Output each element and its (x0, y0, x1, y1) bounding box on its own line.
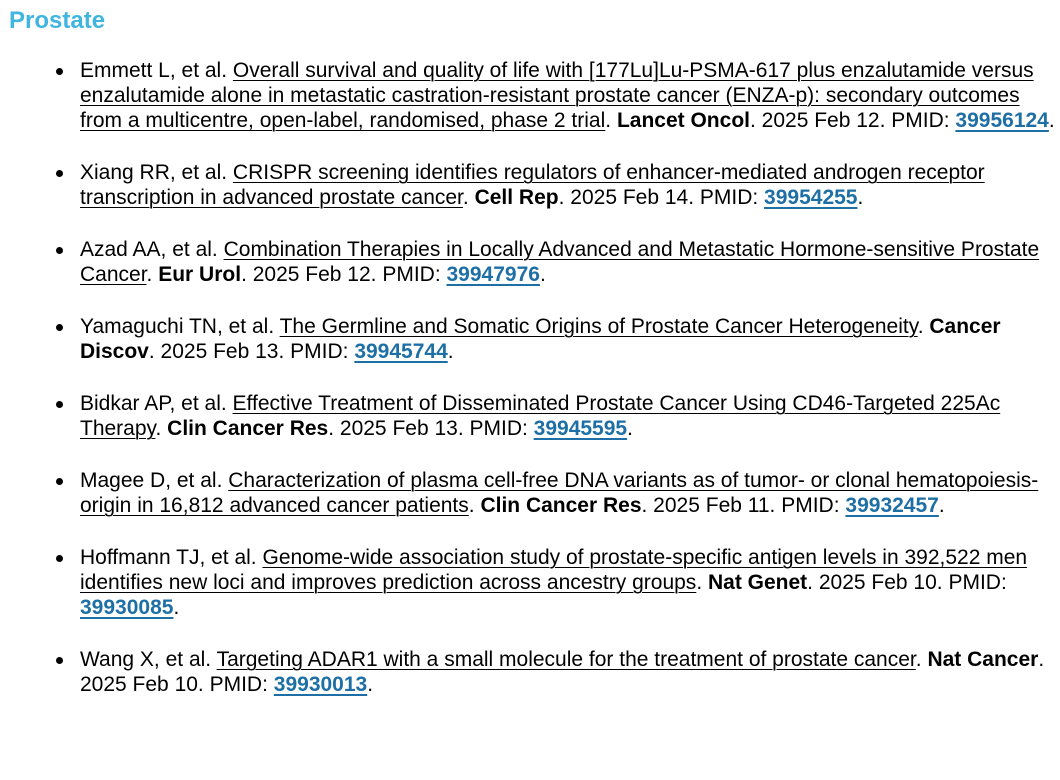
ref-authors: Xiang RR, et al. (80, 161, 233, 184)
ref-end: . (367, 673, 374, 696)
ref-end: . (447, 340, 454, 363)
pmid-link[interactable]: 39945744 (354, 340, 448, 363)
ref-date: . 2025 Feb 14. PMID: (558, 186, 765, 209)
ref-journal: Clin Cancer Res (167, 417, 329, 440)
ref-separator: . (917, 315, 930, 338)
ref-end: . (173, 596, 180, 619)
ref-authors: Azad AA, et al. (80, 238, 224, 261)
ref-title-link[interactable]: The Germline and Somatic Origins of Prostate Cancer Heterogeneity (279, 315, 918, 338)
ref-separator: . (462, 186, 475, 209)
ref-end: . (539, 263, 546, 286)
ref-journal: Clin Cancer Res (480, 494, 642, 517)
ref-authors: Magee D, et al. (80, 469, 229, 492)
ref-date: . 2025 Feb 10. PMID: (80, 648, 1045, 696)
ref-journal: Cell Rep (474, 186, 559, 209)
bullet-icon (56, 478, 63, 485)
ref-date: . 2025 Feb 11. PMID: (641, 494, 846, 517)
ref-title-link[interactable]: CRISPR screening identifies regulators of enhancer-mediated androgen receptor transcription in advanced prostate cancer (80, 161, 985, 209)
ref-date: . 2025 Feb 12. PMID: (241, 263, 447, 286)
ref-journal: Nat Cancer (927, 648, 1039, 671)
ref-separator: . (155, 417, 168, 440)
bullet-icon (56, 68, 63, 75)
reference-list (80, 58, 1055, 697)
ref-separator: . (915, 648, 928, 671)
ref-title-link[interactable]: Targeting ADAR1 with a small molecule for the treatment of prostate cancer (216, 648, 916, 671)
reference-item (80, 647, 1055, 697)
ref-title-link[interactable]: Combination Therapies in Locally Advanced and Metastatic Hormone-sensitive Prostate Cancer (80, 238, 1040, 286)
pmid-link[interactable]: 39947976 (446, 263, 540, 286)
ref-journal: Eur Urol (158, 263, 242, 286)
pmid-link[interactable]: 39954255 (764, 186, 858, 209)
pmid-link[interactable]: 39945595 (533, 417, 628, 440)
pmid-link[interactable]: 39930013 (273, 673, 368, 696)
ref-date: . 2025 Feb 10. PMID: (807, 571, 1007, 594)
reference-item (80, 58, 1055, 133)
ref-title-link[interactable]: Overall survival and quality of life with [177Lu]Lu-PSMA-617 plus enzalutamide versus enzalutamide alone in metastatic castration-resistant prostate cancer (ENZA-p): secondary outcomes from a multicentre, open-label, randomised, phase 2 trial (80, 59, 1034, 132)
ref-separator: . (468, 494, 481, 517)
ref-title-link[interactable]: Characterization of plasma cell-free DNA variants as of tumor- or clonal hematopoiesis-origin in 16,812 advanced cancer patients (80, 469, 1039, 517)
reference-item (80, 391, 1055, 441)
section-title: Prostate (9, 7, 106, 34)
ref-end: . (1048, 109, 1055, 132)
ref-end: . (938, 494, 945, 517)
ref-journal: Nat Genet (707, 571, 808, 594)
bullet-icon (56, 657, 63, 664)
pmid-link[interactable]: 39956124 (955, 109, 1049, 132)
bullet-icon (56, 324, 63, 331)
reference-item (80, 237, 1055, 287)
ref-separator: . (146, 263, 159, 286)
ref-separator: . (696, 571, 708, 594)
ref-authors: Wang X, et al. (80, 648, 217, 671)
reference-item (80, 545, 1055, 620)
ref-date: . 2025 Feb 13. PMID: (148, 340, 355, 363)
bullet-icon (56, 170, 63, 177)
ref-date: . 2025 Feb 12. PMID: (749, 109, 956, 132)
ref-end: . (627, 417, 633, 440)
ref-date: . 2025 Feb 13. PMID: (328, 417, 534, 440)
ref-title-link[interactable]: Genome-wide association study of prostate-specific antigen levels in 392,522 men identifies new loci and improves prediction across ancestry groups (80, 546, 1028, 594)
ref-authors: Yamaguchi TN, et al. (80, 315, 280, 338)
bullet-icon (56, 401, 63, 408)
pmid-link[interactable]: 39932457 (845, 494, 939, 517)
ref-authors: Emmett L, et al. (80, 59, 233, 82)
reference-item (80, 160, 1055, 210)
bullet-icon (56, 247, 63, 254)
reference-item (80, 314, 1055, 364)
bullet-icon (56, 555, 63, 562)
ref-authors: Hoffmann TJ, et al. (80, 546, 263, 569)
ref-authors: Bidkar AP, et al. (80, 392, 233, 415)
ref-separator: . (605, 109, 617, 132)
ref-end: . (857, 186, 864, 209)
ref-journal: Cancer Discov (80, 315, 1001, 363)
reference-item (80, 468, 1055, 518)
ref-journal: Lancet Oncol (616, 109, 750, 132)
pmid-link[interactable]: 39930085 (80, 596, 174, 619)
ref-title-link[interactable]: Effective Treatment of Disseminated Prostate Cancer Using CD46-Targeted 225Ac Therapy (80, 392, 1001, 440)
